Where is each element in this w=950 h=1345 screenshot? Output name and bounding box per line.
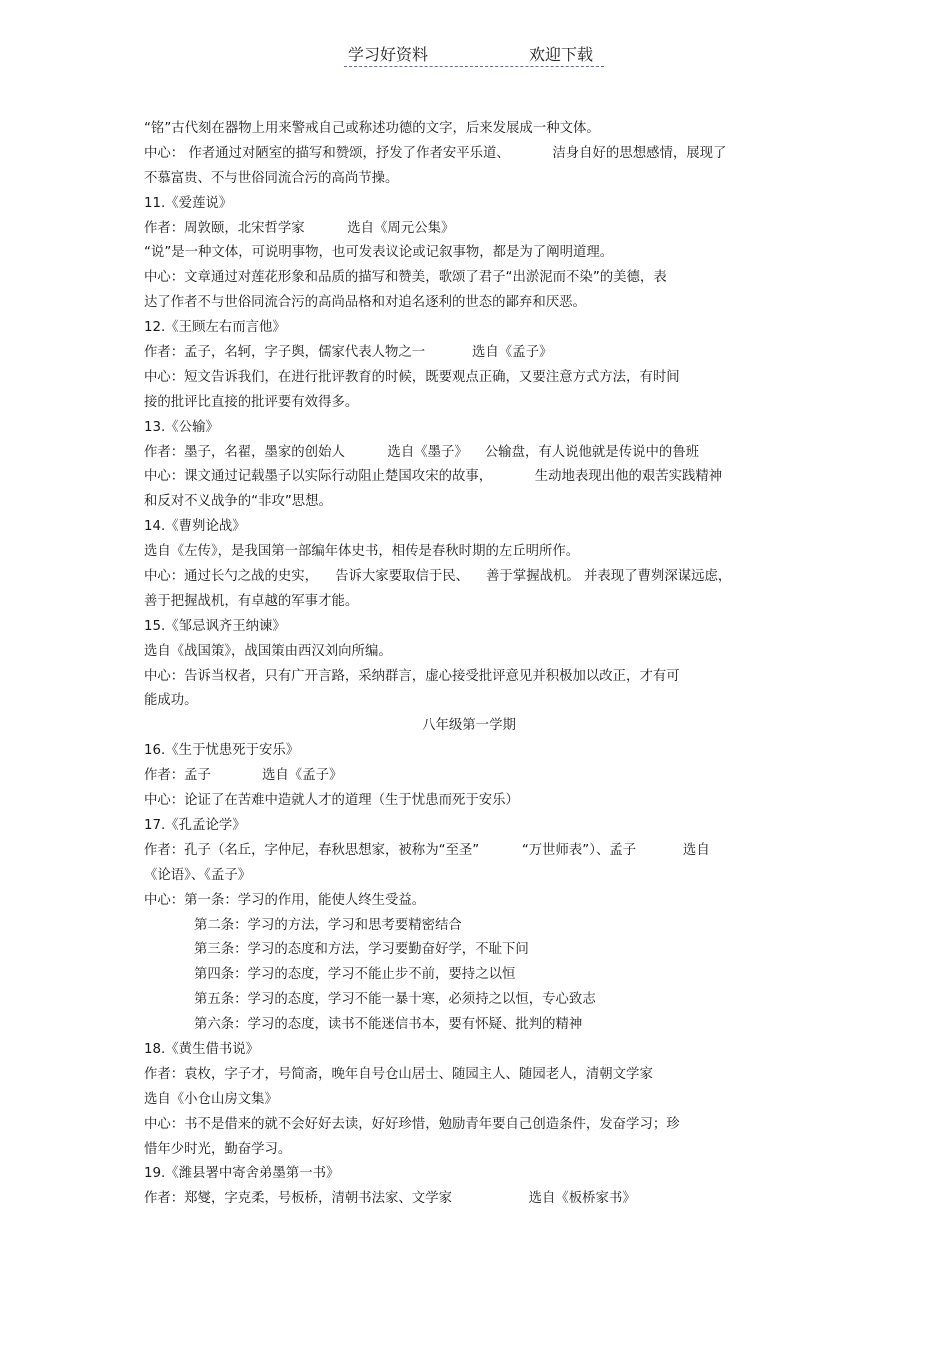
text-line: 第三条：学习的态度和方法，学习要勤奋好学，不耻下问: [194, 942, 529, 958]
text-line: 选自《战国策》，战国策由西汉刘向所编。: [144, 643, 392, 659]
text-line: 不慕富贵、不与世俗同流合污的高尚节操。: [144, 170, 399, 186]
header-left-text: 学习好资料: [348, 45, 429, 64]
text-line: 达了作者不与世俗同流合污的高尚品格和对追名逐利的世态的鄙弃和厌恶。: [144, 295, 586, 311]
text-line: “说”是一种文体，可说明事物，也可发表议论或记叙事物，都是为了阐明道理。: [144, 245, 614, 261]
text-line: “铭”古代刻在器物上用来警戒自己或称述功德的文字，后来发展成一种文体。: [144, 121, 600, 136]
text-line: 中心：文章通过对莲花形象和品质的描写和赞美，歌颂了君子“出淤泥而不染”的美德，表: [144, 270, 667, 286]
text-line: 作者：墨子，名翟，墨家的创始人 选自《墨子》 公输盘，有人说他就是传说中的鲁班: [144, 444, 700, 460]
text-line: 作者：郑燮，字克柔，号板桥，清朝书法家、文学家 选自《板桥家书》: [144, 1191, 636, 1207]
text-line: 13.《公输》: [144, 419, 219, 435]
text-line: 第五条：学习的态度，学习不能一暴十寒，必须持之以恒，专心致志: [194, 992, 596, 1008]
text-line: 选自《小仓山房文集》: [144, 1091, 278, 1107]
text-line: 作者：周敦颐，北宋哲学家 选自《周元公集》: [144, 220, 455, 236]
page-header: [344, 40, 604, 67]
document-body: [144, 117, 824, 1212]
text-line: 作者：孟子 选自《孟子》: [144, 768, 343, 784]
text-line: 16.《生于忧患死于安乐》: [144, 743, 300, 759]
header-right-text: 欢迎下载: [529, 45, 594, 64]
text-line: 中心：告诉当权者，只有广开言路，采纳群言，虚心接受批评意见并积极加以改正，才有可: [144, 668, 680, 684]
text-line: 接的批评比直接的批评要有效得多。: [144, 394, 359, 410]
text-line: 中心：短文告诉我们，在进行批评教育的时候，既要观点正确，又要注意方式方法，有时间: [144, 369, 680, 385]
text-line: 中心： 作者通过对陋室的描写和赞颂，抒发了作者安平乐道、 洁身自好的思想感情，展现了: [144, 145, 727, 161]
text-line: 第四条：学习的态度，学习不能止步不前，要持之以恒: [194, 967, 516, 983]
text-line: 中心：书不是借来的就不会好好去读，好好珍惜，勉励青年要自己创造条件，发奋学习；珍: [144, 1116, 680, 1132]
text-line: 和反对不义战争的“非攻”思想。: [144, 494, 332, 510]
text-line: 《论语》、《孟子》: [144, 867, 252, 883]
text-line: 中心：第一条：学习的作用，能使人终生受益。: [144, 892, 426, 908]
text-line: 惜年少时光，勤奋学习。: [144, 1141, 292, 1157]
text-line: 第二条：学习的方法，学习和思考要精密结合: [194, 917, 462, 933]
text-line: 作者：袁枚，字子才，号简斋，晚年自号仓山居士、随园主人、随园老人，清朝文学家: [144, 1066, 653, 1082]
text-line: 11.《爱莲说》: [144, 195, 233, 211]
text-line: 中心：课文通过记载墨子以实际行动阻止楚国攻宋的故事， 生动地表现出他的艰苦实践精神: [144, 469, 723, 485]
text-line: 中心：论证了在苦难中造就人才的道理（生于忧患而死于安乐）: [144, 793, 519, 809]
section-heading: 八年级第一学期: [422, 718, 516, 734]
text-line: 15.《邹忌讽齐王纳谏》: [144, 618, 286, 634]
text-line: 12.《王顾左右而言他》: [144, 320, 286, 336]
text-line: 选自《左传》，是我国第一部编年体史书，相传是春秋时期的左丘明所作。: [144, 544, 580, 560]
text-line: 第六条：学习的态度，读书不能迷信书本，要有怀疑、批判的精神: [194, 1017, 583, 1033]
text-line: 14.《曹刿论战》: [144, 519, 246, 535]
text-line: 作者：孔子（名丘，字仲尼，春秋思想家，被称为“至圣” “万世师表”）、孟子 选自: [144, 842, 710, 858]
text-line: 善于把握战机，有卓越的军事才能。: [144, 593, 359, 609]
text-line: 能成功。: [144, 693, 198, 709]
text-line: 18.《黄生借书说》: [144, 1041, 260, 1057]
text-line: 19.《潍县署中寄舍弟墨第一书》: [144, 1166, 340, 1182]
text-line: 作者：孟子，名轲，字子舆，儒家代表人物之一 选自《孟子》: [144, 345, 553, 361]
text-line: 中心：通过长勺之战的史实， 告诉大家要取信于民、 善于掌握战机。 并表现了曹刿深谋远虑，: [144, 569, 732, 585]
text-line: 17.《孔孟论学》: [144, 817, 246, 833]
